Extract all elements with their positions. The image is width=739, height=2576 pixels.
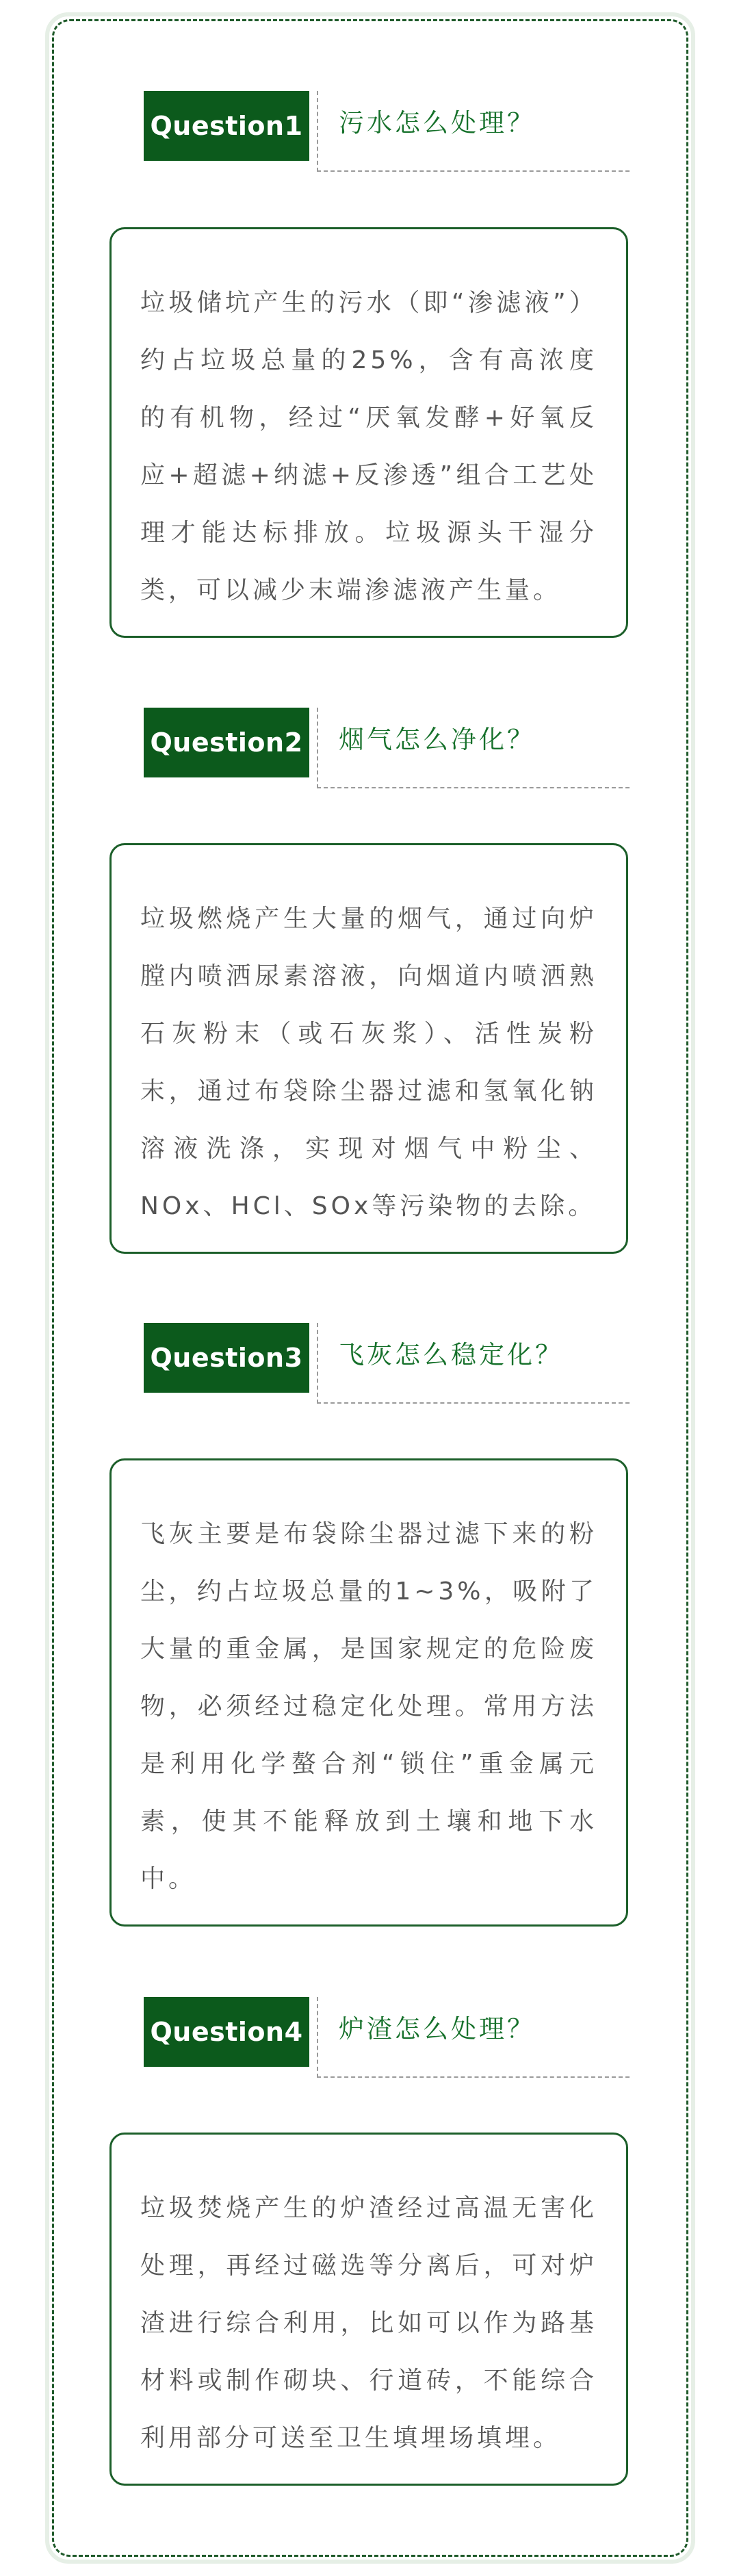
- question-2-answer-box: [109, 843, 628, 1254]
- question-1-header: [144, 91, 630, 162]
- divider-horizontal: [317, 2076, 630, 2078]
- divider-horizontal: [317, 787, 630, 788]
- question-2-title: 烟气怎么净化？: [339, 725, 535, 754]
- divider-vertical: [317, 1323, 318, 1404]
- question-1-answer: 垃圾储坑产生的污水（即“渗滤液”）约占垃圾总量的25%，含有高浓度的有机物，经过“厌氧发酵+好氧反应+超滤+纳滤+反渗透”组合工艺处理才能达标排放。垃圾源头干湿分类，可以减少末端渗滤液产生量。: [140, 289, 597, 604]
- divider-horizontal: [317, 170, 630, 172]
- question-4-header: [144, 1997, 630, 2068]
- question-2-header: [144, 708, 630, 779]
- question-2-tag: Question2: [144, 708, 309, 777]
- question-4-answer-box: [109, 2133, 628, 2486]
- question-4-title: 炉渣怎么处理？: [339, 2014, 535, 2044]
- question-3-answer-box: [109, 1458, 628, 1927]
- divider-horizontal: [317, 1402, 630, 1404]
- divider-vertical: [317, 1997, 318, 2078]
- divider-vertical: [317, 91, 318, 172]
- question-3-tag: Question3: [144, 1323, 309, 1393]
- question-3-header: [144, 1323, 630, 1394]
- question-3-title: 飞灰怎么稳定化？: [339, 1340, 563, 1369]
- question-3-answer: 飞灰主要是布袋除尘器过滤下来的粉尘，约占垃圾总量的1~3%，吸附了大量的重金属，是国家规定的危险废物，必须经过稳定化处理。常用方法是利用化学螯合剂“锁住”重金属元素，使其不能释放到土壤和地下水中。: [140, 1520, 597, 1893]
- question-4-tag: Question4: [144, 1997, 309, 2067]
- question-1-title: 污水怎么处理？: [339, 108, 535, 138]
- question-1-answer-box: [109, 227, 628, 638]
- divider-vertical: [317, 708, 318, 788]
- question-4-answer: 垃圾焚烧产生的炉渣经过高温无害化处理，再经过磁选等分离后，可对炉渣进行综合利用，比如可以作为路基材料或制作砌块、行道砖，不能综合利用部分可送至卫生填埋场填埋。: [140, 2194, 597, 2452]
- question-2-answer: 垃圾燃烧产生大量的烟气，通过向炉膛内喷洒尿素溶液，向烟道内喷洒熟石灰粉末（或石灰浆）、活性炭粉末，通过布袋除尘器过滤和氢氧化钠溶液洗涤，实现对烟气中粉尘、NOx、HCl、SOx等污染物的去除。: [140, 905, 597, 1220]
- question-1-tag: Question1: [144, 91, 309, 161]
